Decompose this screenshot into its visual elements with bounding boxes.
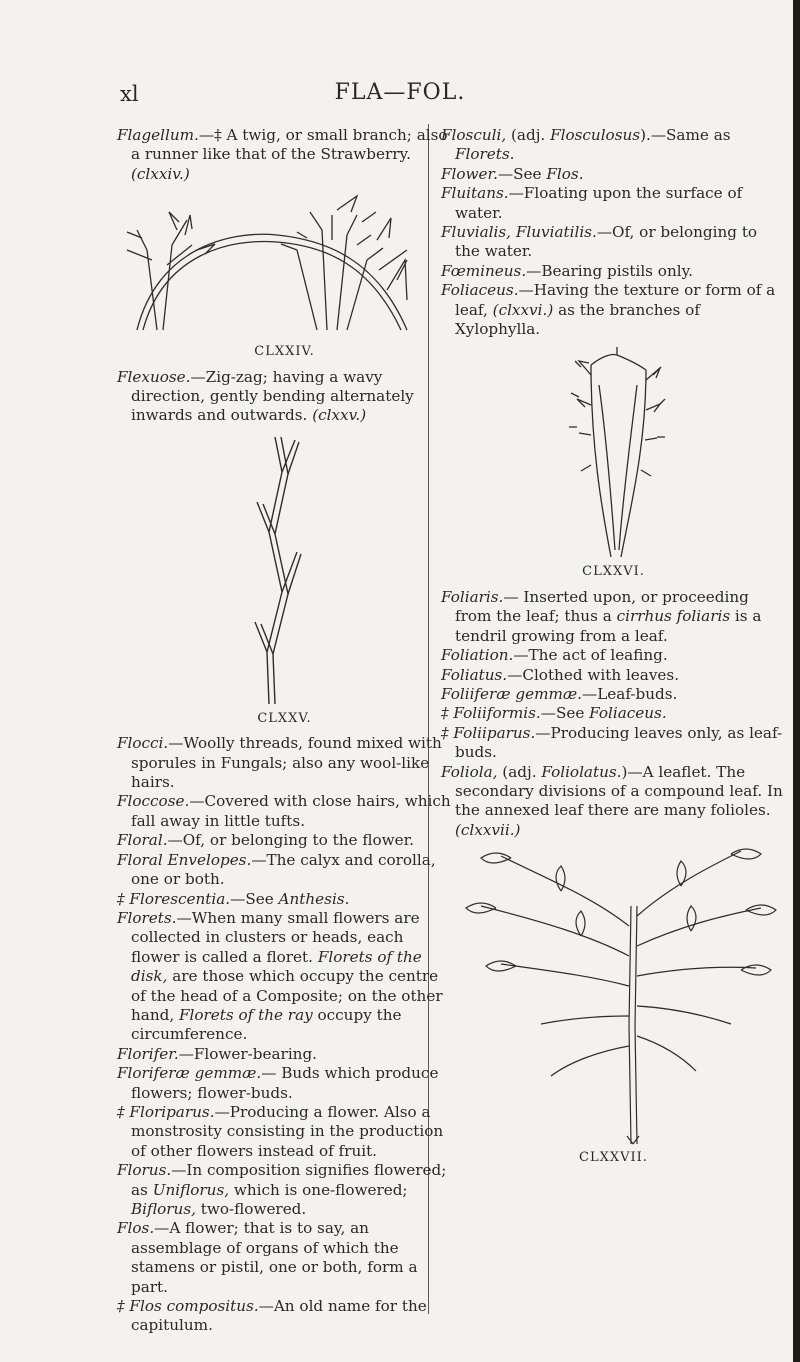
page-edge — [793, 0, 800, 1362]
entry-foliaceus: Foliaceus.—Having the texture or form of a leaf, (clxxvi.) as the branches of Xylophylla. — [441, 281, 776, 339]
left-column — [117, 126, 452, 1336]
right-column — [441, 126, 786, 1174]
caption-clxxiv: CLXXIV. — [254, 344, 315, 360]
entry-foemineus: Fœmineus.—Bearing pistils only. — [441, 261, 693, 280]
figure-clxxvi — [441, 345, 786, 560]
entry-florus: Florus.—In composition signifies flowered; as Uniflorus, which is one-flowered; Biflorus, two-flowered. — [117, 1161, 447, 1218]
flexuose-stem-illustration — [117, 432, 437, 707]
figure-clxxvii — [441, 846, 786, 1146]
entry-floriparus: ‡ Floriparus.—Producing a flower. Also a monstrosity consisting in the production of other flowers instead of fruit. — [117, 1102, 444, 1160]
page-number: xl — [120, 82, 139, 106]
caption-clxxvii: CLXXVII. — [579, 1150, 648, 1166]
entry-foliiparus: ‡ Foliiparus.—Producing leaves only, as leaf-buds. — [441, 723, 783, 762]
entry-floral: Floral.—Of, or belonging to the flower. — [117, 831, 415, 850]
entry-fluvialis: Fluvialis, Fluviatilis.—Of, or belonging to the water. — [441, 223, 758, 261]
entry-flocci: Flocci.—Woolly threads, found mixed with sporules in Fungals; also any wool-like hairs. — [117, 734, 442, 792]
caption-clxxv: CLXXV. — [257, 710, 312, 726]
entry-foliatus: Foliatus.—Clothed with leaves. — [441, 665, 680, 684]
entry-foliation: Foliation.—The act of leafing. — [441, 646, 668, 665]
flagellum-illustration — [117, 190, 437, 340]
entry-foliiformis: ‡ Foliiformis.—See Foliaceus. — [441, 704, 667, 723]
entry-floral-envelopes: Floral Envelopes.—The calyx and corolla, one or both. — [117, 850, 436, 889]
figure-clxxv — [117, 432, 452, 707]
entry-florescentia: ‡ Florescentia.—See Anthesis. — [117, 889, 350, 908]
entry-floriferae: Floriferæ gemmæ.— Buds which produce flowers; flower-buds. — [117, 1064, 439, 1102]
xylophylla-illustration — [441, 345, 786, 560]
entry-foliaris: Foliaris.— Inserted upon, or proceeding from the leaf; thus a cirrhus foliaris is a tendril growing from a leaf. — [441, 587, 762, 645]
entry-flosculi: Flosculi, (adj. Flosculosus).—Same as Florets. — [441, 126, 731, 164]
entry-fluitans: Fluitans.—Floating upon the surface of water. — [441, 184, 743, 222]
entry-foliiferae: Foliiferæ gemmæ.—Leaf-buds. — [441, 684, 678, 703]
entry-flagellum: Flagellum.—‡ A twig, or small branch; also a runner like that of the Strawberry. (clxxiv.) — [117, 126, 448, 183]
entry-flexuose: Flexuose.—Zig-zag; having a wavy direction, gently bending alternately inwards and outwards. (clxxv.) — [117, 367, 414, 425]
entry-florets: Florets.—When many small flowers are collected in clusters or heads, each flower is called a floret. Florets of the disk, are those which occupy the centre of the head of a Composite; on the other hand, Florets of the ray occupy the circumference. — [117, 908, 443, 1044]
figure-clxxiv — [117, 190, 452, 340]
entry-florifer: Florifer.—Flower-bearing. — [117, 1044, 318, 1063]
entry-foliola: Foliola, (adj. Foliolatus.)—A leaflet. The secondary divisions of a compound leaf. In the annexed leaf there are many folioles. (clxxvii.) — [441, 762, 783, 839]
entry-flos: Flos.—A flower; that is to say, an assemblage of organs of which the stamens or pistil, one or both, form a part. — [117, 1219, 418, 1296]
entry-floccose: Floccose.—Covered with close hairs, which fall away in little tufts. — [117, 792, 451, 830]
running-title: FLA—FOL. — [334, 80, 466, 105]
entry-flower: Flower.—See Flos. — [441, 164, 584, 183]
caption-clxxvi: CLXXVI. — [582, 564, 645, 580]
entry-flos-compositus: ‡ Flos compositus.—An old name for the capitulum. — [117, 1297, 427, 1335]
compound-leaf-illustration — [441, 846, 786, 1146]
